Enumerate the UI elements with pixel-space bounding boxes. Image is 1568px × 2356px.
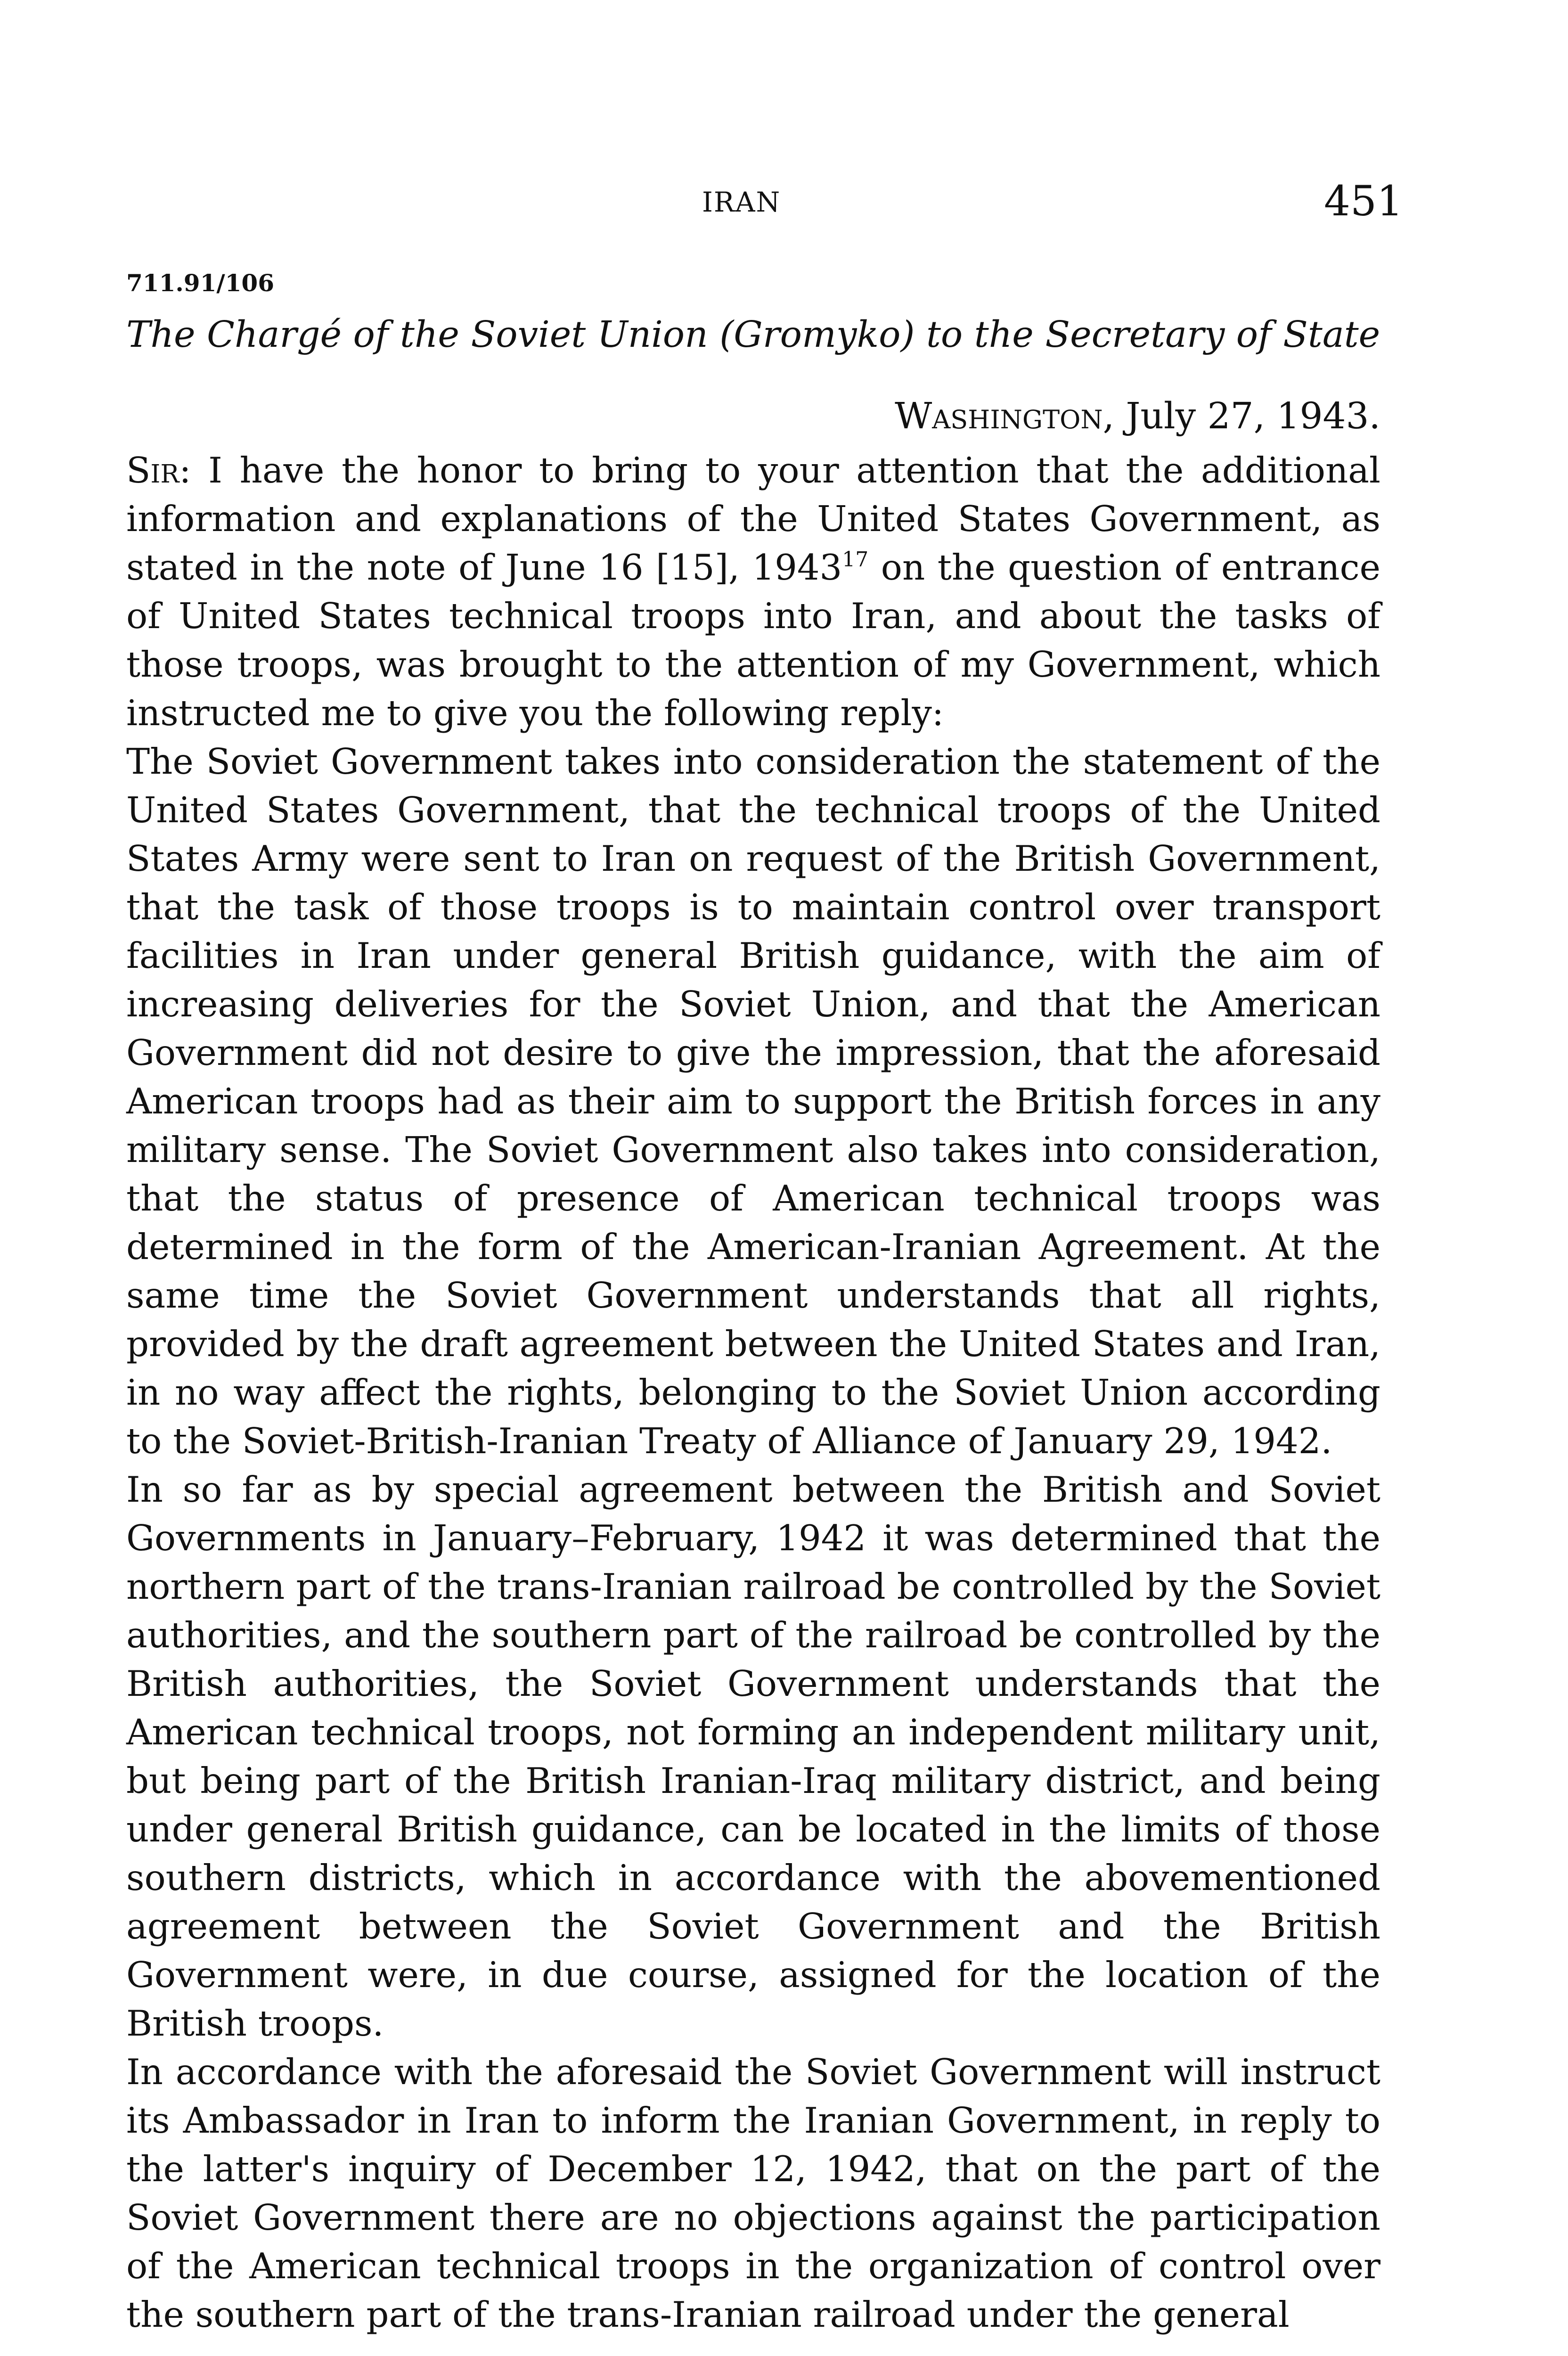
page-number: 451 <box>1324 177 1403 225</box>
letter-body <box>126 446 1380 2339</box>
document-title: The Chargé of the Soviet Union (Gromyko) to the Secretary of State <box>126 314 1380 356</box>
running-header-title: IRAN <box>702 186 781 218</box>
dateline <box>895 395 1380 438</box>
paragraph-1 <box>126 446 1380 737</box>
footnote-reference: 17 <box>842 548 869 572</box>
paragraph-2: The Soviet Government takes into consideration the statement of the United States Government, that the technical troops of the United States Army were sent to Iran on request of the British Government, that the task of those troops is to maintain control over transport facilities in Iran under general British guidance, with the aim of increasing deliveries for the Soviet Union, and that the American Government did not desire to give the impression, that the aforesaid American troops had as their aim to support the British forces in any military sense. The Soviet Government also takes into consideration, that the status of presence of American technical troops was determined in the form of the American-Iranian Agreement. At the same time the Soviet Government understands that all rights, provided by the draft agreement between the United States and Iran, in no way affect the rights, belonging to the Soviet Union according to the Soviet-British-Iranian Treaty of Alliance of January 29, 1942. <box>126 741 1380 1462</box>
paragraph-3: In so far as by special agreement between the British and Soviet Governments in January–February, 1942 it was determined that the northern part of the trans-Iranian railroad be controlled by the Soviet authorities, and the southern part of the railroad be controlled by the British authorities, the Soviet Government understands that the American technical troops, not forming an independent military unit, but being part of the British Iranian-Iraq military district, and being under general British guidance, can be located in the limits of those southern districts, which in accordance with the abovementioned agreement between the Soviet Government and the British Government were, in due course, assigned for the location of the British troops. <box>126 1469 1380 2044</box>
paragraph-1-text-a: : I have the honor to bring to your attention that the additional information and explanations of the United States Government, as stated in the note of June 16 [15], 1943 <box>126 450 1380 588</box>
salutation: Sir <box>126 450 180 491</box>
dateline-date: , July 27, 1943. <box>1102 395 1380 437</box>
paragraph-1-text-b: on the question of entrance of United States technical troops into Iran, and about the tasks of those troops, was brought to the attention of my Government, which instructed me to give you the following reply: <box>126 547 1380 734</box>
document-file-number: 711.91/106 <box>126 269 274 297</box>
paragraph-4: In accordance with the aforesaid the Soviet Government will instruct its Ambassador in Iran to inform the Iranian Government, in reply to the latter's inquiry of December 12, 1942, that on the part of the Soviet Government there are no objections against the participation of the American technical troops in the organization of control over the southern part of the trans-Iranian railroad under the general <box>126 2051 1380 2335</box>
dateline-place: Washington <box>895 395 1103 437</box>
